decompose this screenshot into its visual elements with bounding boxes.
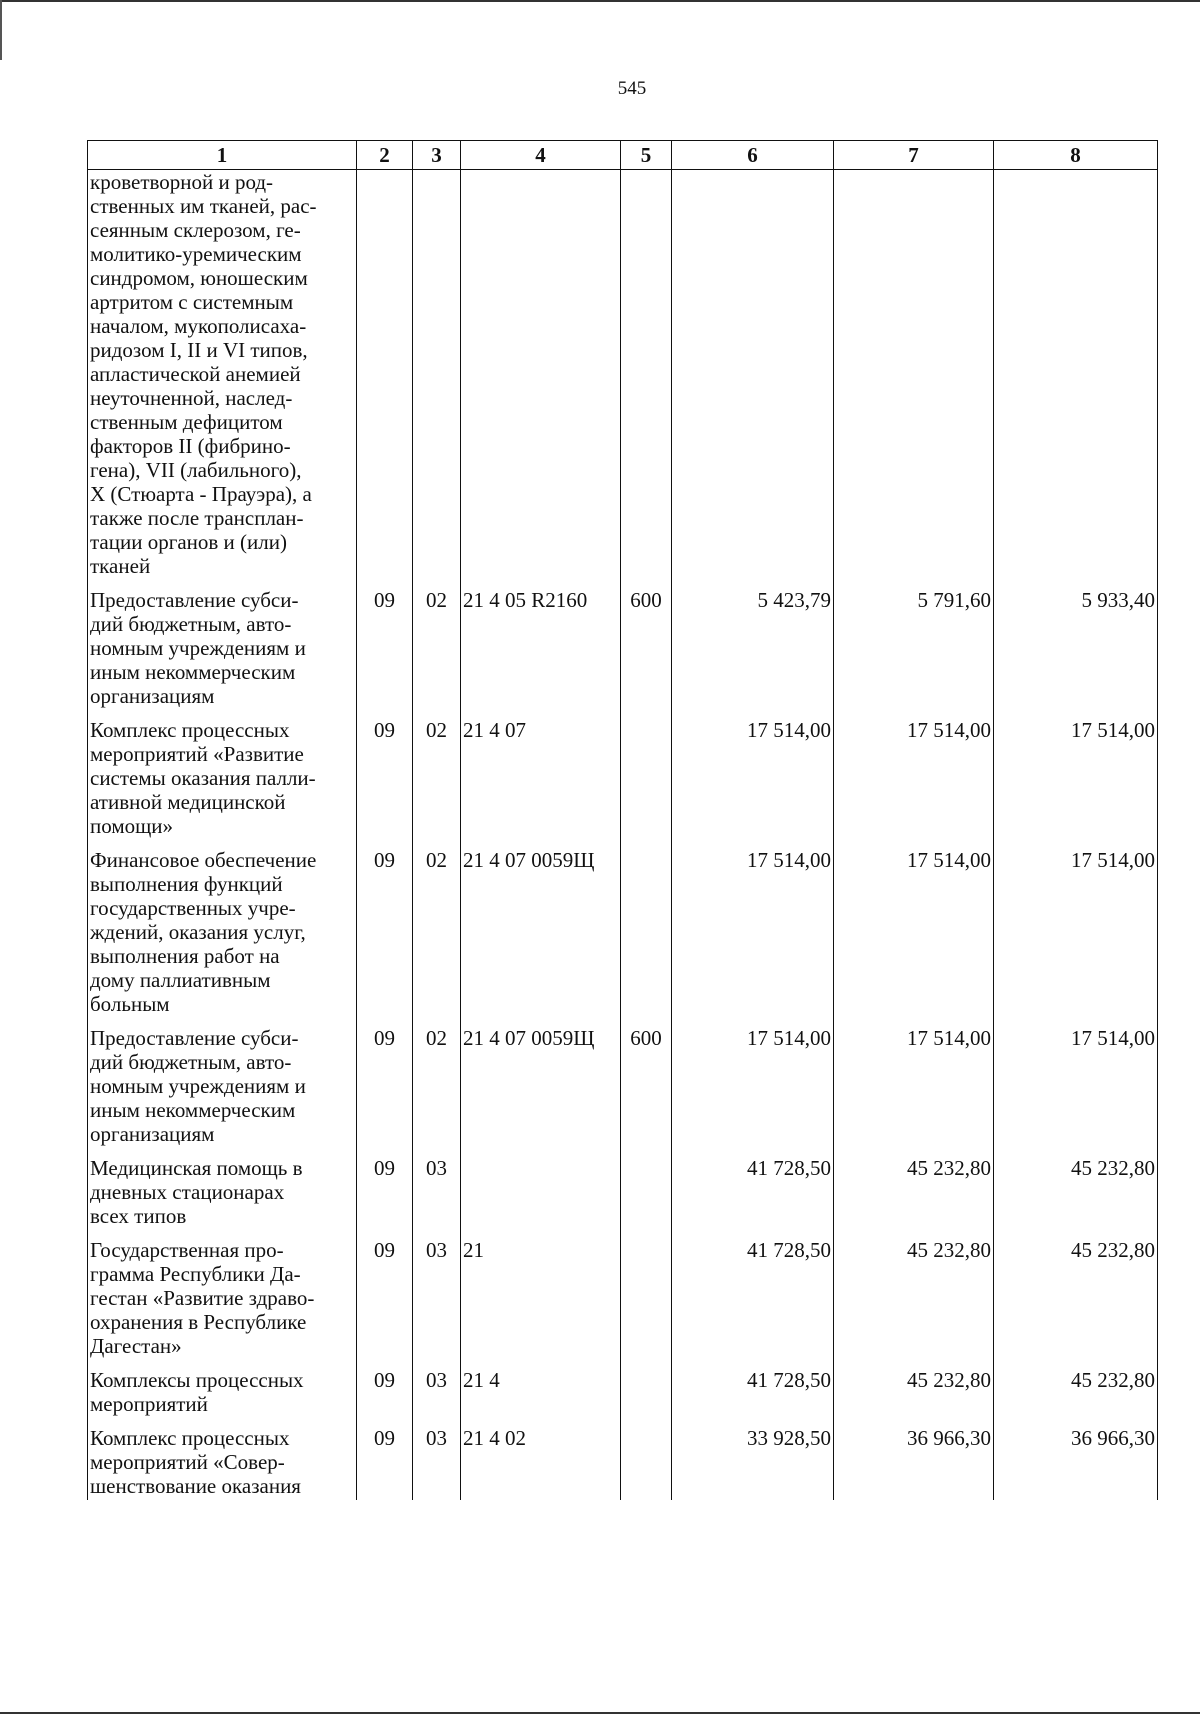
table-row — [88, 1026, 1158, 1156]
description-line: Финансовое обеспечение — [90, 848, 317, 872]
row-description — [88, 588, 357, 718]
description-line: кроветворной и род- — [90, 170, 274, 194]
target-article-code — [461, 170, 621, 589]
target-article-code: 21 4 05 R2160 — [461, 588, 621, 718]
header-col-1: 1 — [88, 141, 357, 170]
table-row — [88, 588, 1158, 718]
amount-col-6: 5 423,79 — [672, 588, 834, 718]
description-line: Комплекс процессных — [90, 1426, 290, 1450]
amount-col-8: 45 232,80 — [994, 1368, 1158, 1426]
description-line: Предоставление субси- — [90, 588, 299, 612]
subsection-code — [413, 170, 461, 589]
description-line: Комплексы процессных — [90, 1368, 304, 1392]
description-line: тканей — [90, 554, 151, 578]
amount-col-6 — [672, 170, 834, 589]
amount-col-6: 41 728,50 — [672, 1156, 834, 1238]
description-line: иным некоммерческим — [90, 1098, 296, 1122]
subsection-code: 02 — [413, 718, 461, 848]
description-line: Медицинская помощь в — [90, 1156, 303, 1180]
amount-col-6: 17 514,00 — [672, 1026, 834, 1156]
table-row — [88, 1156, 1158, 1238]
row-description — [88, 1238, 357, 1368]
description-line: факторов II (фибрино- — [90, 434, 291, 458]
subsection-code: 02 — [413, 848, 461, 1026]
description-line: грамма Республики Да- — [90, 1262, 301, 1286]
description-line: государственных учре- — [90, 896, 296, 920]
row-description — [88, 718, 357, 848]
subsection-code: 02 — [413, 1026, 461, 1156]
amount-col-7: 36 966,30 — [834, 1426, 994, 1500]
description-line: дий бюджетным, авто- — [90, 612, 292, 636]
description-line: номным учреждениям и — [90, 636, 306, 660]
description-line: мероприятий «Развитие — [90, 742, 304, 766]
page-number: 545 — [617, 78, 647, 99]
description-line: мероприятий — [90, 1392, 208, 1416]
description-line: тации органов и (или) — [90, 530, 287, 554]
table-row — [88, 1368, 1158, 1426]
subsection-code: 03 — [413, 1156, 461, 1238]
description-line: Предоставление субси- — [90, 1026, 299, 1050]
description-line: охранения в Республике — [90, 1310, 307, 1334]
table-row — [88, 1238, 1158, 1368]
description-line: дому паллиативным — [90, 968, 271, 992]
subsection-code: 03 — [413, 1426, 461, 1500]
row-description — [88, 1026, 357, 1156]
table-header — [88, 141, 1158, 170]
row-description — [88, 848, 357, 1026]
budget-table — [87, 140, 1158, 1500]
target-article-code: 21 4 02 — [461, 1426, 621, 1500]
top-edge-rule — [0, 0, 1200, 2]
description-line: сеянным склерозом, ге- — [90, 218, 301, 242]
description-line: Государственная про- — [90, 1238, 284, 1262]
description-line: синдромом, юношеским — [90, 266, 308, 290]
description-line: гестан «Развитие здраво- — [90, 1286, 315, 1310]
table-body — [88, 170, 1158, 1501]
header-row — [88, 141, 1158, 170]
section-code — [357, 170, 413, 589]
bottom-edge-rule — [0, 1712, 1200, 1714]
section-code: 09 — [357, 1026, 413, 1156]
description-line: ждений, оказания услуг, — [90, 920, 306, 944]
amount-col-7: 5 791,60 — [834, 588, 994, 718]
section-code: 09 — [357, 718, 413, 848]
amount-col-8: 36 966,30 — [994, 1426, 1158, 1500]
header-col-5: 5 — [621, 141, 672, 170]
expense-type-code: 600 — [621, 588, 672, 718]
description-line: молитико-уремическим — [90, 242, 302, 266]
expense-type-code — [621, 718, 672, 848]
description-line: также после трансплан- — [90, 506, 304, 530]
description-line: ственных им тканей, рас- — [90, 194, 317, 218]
expense-type-code — [621, 1238, 672, 1368]
amount-col-8: 17 514,00 — [994, 848, 1158, 1026]
expense-type-code — [621, 1156, 672, 1238]
description-line: X (Стюарта - Прауэра), а — [90, 482, 312, 506]
amount-col-6: 41 728,50 — [672, 1368, 834, 1426]
row-description — [88, 1368, 357, 1426]
expense-type-code — [621, 1368, 672, 1426]
description-line: всех типов — [90, 1204, 187, 1228]
description-line: шенствование оказания — [90, 1474, 301, 1498]
table-row — [88, 848, 1158, 1026]
amount-col-7 — [834, 170, 994, 589]
header-col-2: 2 — [357, 141, 413, 170]
target-article-code: 21 4 — [461, 1368, 621, 1426]
target-article-code — [461, 1156, 621, 1238]
amount-col-7: 17 514,00 — [834, 848, 994, 1026]
left-edge-rule — [0, 0, 2, 60]
subsection-code: 03 — [413, 1368, 461, 1426]
amount-col-6: 41 728,50 — [672, 1238, 834, 1368]
header-col-3: 3 — [413, 141, 461, 170]
description-line: системы оказания палли- — [90, 766, 316, 790]
description-line: Дагестан» — [90, 1334, 182, 1358]
header-col-8: 8 — [994, 141, 1158, 170]
amount-col-6: 33 928,50 — [672, 1426, 834, 1500]
amount-col-8 — [994, 170, 1158, 589]
subsection-code: 03 — [413, 1238, 461, 1368]
section-code: 09 — [357, 588, 413, 718]
amount-col-6: 17 514,00 — [672, 718, 834, 848]
expense-type-code — [621, 1426, 672, 1500]
description-line: ридозом I, II и VI типов, — [90, 338, 308, 362]
expense-type-code — [621, 848, 672, 1026]
description-line: организациям — [90, 1122, 215, 1146]
description-line: выполнения функций — [90, 872, 283, 896]
description-line: апластической анемией — [90, 362, 301, 386]
section-code: 09 — [357, 1238, 413, 1368]
header-col-6: 6 — [672, 141, 834, 170]
amount-col-7: 45 232,80 — [834, 1368, 994, 1426]
section-code: 09 — [357, 1426, 413, 1500]
section-code: 09 — [357, 1156, 413, 1238]
description-line: дневных стационарах — [90, 1180, 285, 1204]
table-row — [88, 1426, 1158, 1500]
description-line: иным некоммерческим — [90, 660, 296, 684]
description-line: началом, мукополисаха- — [90, 314, 307, 338]
description-line: ственным дефицитом — [90, 410, 283, 434]
amount-col-7: 17 514,00 — [834, 1026, 994, 1156]
description-line: Комплекс процессных — [90, 718, 290, 742]
amount-col-8: 5 933,40 — [994, 588, 1158, 718]
description-line: организациям — [90, 684, 215, 708]
amount-col-7: 17 514,00 — [834, 718, 994, 848]
section-code: 09 — [357, 1368, 413, 1426]
header-col-4: 4 — [461, 141, 621, 170]
target-article-code: 21 4 07 — [461, 718, 621, 848]
expense-type-code — [621, 170, 672, 589]
table-row — [88, 718, 1158, 848]
description-line: неуточненной, наслед- — [90, 386, 293, 410]
target-article-code: 21 4 07 0059Щ — [461, 848, 621, 1026]
amount-col-8: 45 232,80 — [994, 1238, 1158, 1368]
description-line: гена), VII (лабильного), — [90, 458, 302, 482]
description-line: мероприятий «Совер- — [90, 1450, 285, 1474]
section-code: 09 — [357, 848, 413, 1026]
amount-col-7: 45 232,80 — [834, 1238, 994, 1368]
amount-col-8: 17 514,00 — [994, 1026, 1158, 1156]
target-article-code: 21 4 07 0059Щ — [461, 1026, 621, 1156]
description-line: помощи» — [90, 814, 174, 838]
expense-type-code: 600 — [621, 1026, 672, 1156]
row-description — [88, 1426, 357, 1500]
description-line: артритом с системным — [90, 290, 294, 314]
target-article-code: 21 — [461, 1238, 621, 1368]
table-row — [88, 170, 1158, 589]
description-line: выполнения работ на — [90, 944, 280, 968]
amount-col-6: 17 514,00 — [672, 848, 834, 1026]
amount-col-8: 45 232,80 — [994, 1156, 1158, 1238]
amount-col-7: 45 232,80 — [834, 1156, 994, 1238]
description-line: номным учреждениям и — [90, 1074, 306, 1098]
description-line: ативной медицинской — [90, 790, 286, 814]
description-line: больным — [90, 992, 170, 1016]
description-line: дий бюджетным, авто- — [90, 1050, 292, 1074]
header-col-7: 7 — [834, 141, 994, 170]
row-description — [88, 1156, 357, 1238]
amount-col-8: 17 514,00 — [994, 718, 1158, 848]
row-description — [88, 170, 357, 589]
subsection-code: 02 — [413, 588, 461, 718]
